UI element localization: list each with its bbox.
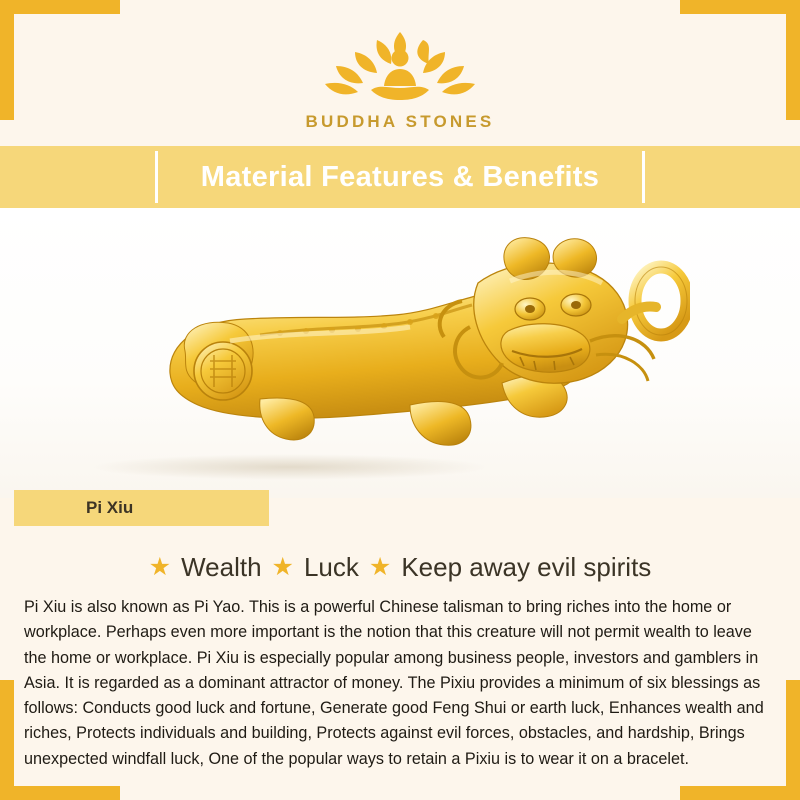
- star-icon: ★: [271, 553, 294, 581]
- corner-frame-top-right-vertical: [786, 0, 800, 120]
- gold-pixiu-pendant-image: [110, 223, 690, 483]
- benefit-item-wealth: Wealth: [181, 552, 262, 582]
- corner-frame-top-left-horizontal: [0, 0, 120, 14]
- description-paragraph: Pi Xiu is also known as Pi Yao. This is a powerful Chinese talisman to bring riches into the home or workplace. Perhaps even more important is the notion that this creature will not permit wealth to leave the home or workplace. Pi Xiu is especially popular among business people, investors and gamblers in Asia. It is regarded as a dominant attractor of money. The Pixiu provides a minimum of six blessings as follows: Conducts good luck and fortune, Generate good Feng Shui or earth luck, Enhances wealth and riches, Protects individuals and building, Protects against evil forces, obstacles, and hardship, Brings unexpected windfall luck, One of the popular ways to retain a Pixiu is to wear it on a bracelet.: [24, 598, 764, 768]
- product-label-text: Pi Xiu: [86, 498, 134, 517]
- benefit-item-evil-spirits: Keep away evil spirits: [401, 552, 652, 582]
- product-shadow: [90, 454, 490, 480]
- benefit-item-luck: Luck: [303, 552, 359, 582]
- brand-header: [0, 0, 800, 146]
- corner-frame-bottom-right-horizontal: [680, 786, 800, 800]
- corner-frame-bottom-left-horizontal: [0, 786, 120, 800]
- product-hero: [0, 208, 800, 498]
- product-label-bar: [0, 498, 800, 538]
- corner-frame-top-right-horizontal: [680, 0, 800, 14]
- corner-frame-bottom-left-vertical: [0, 680, 14, 800]
- lotus-meditation-figure-icon: [305, 18, 495, 110]
- star-icon: ★: [148, 553, 172, 581]
- corner-frame-bottom-right-vertical: [786, 680, 800, 800]
- page-title: Material Features & Benefits: [200, 160, 600, 193]
- corner-frame-top-left-vertical: [0, 0, 14, 120]
- product-label-tab: [14, 490, 269, 526]
- star-icon: ★: [368, 553, 392, 581]
- section-title-band: [0, 146, 800, 208]
- brand-name: BUDDHA STONES: [305, 112, 495, 131]
- benefits-headline: [0, 538, 800, 589]
